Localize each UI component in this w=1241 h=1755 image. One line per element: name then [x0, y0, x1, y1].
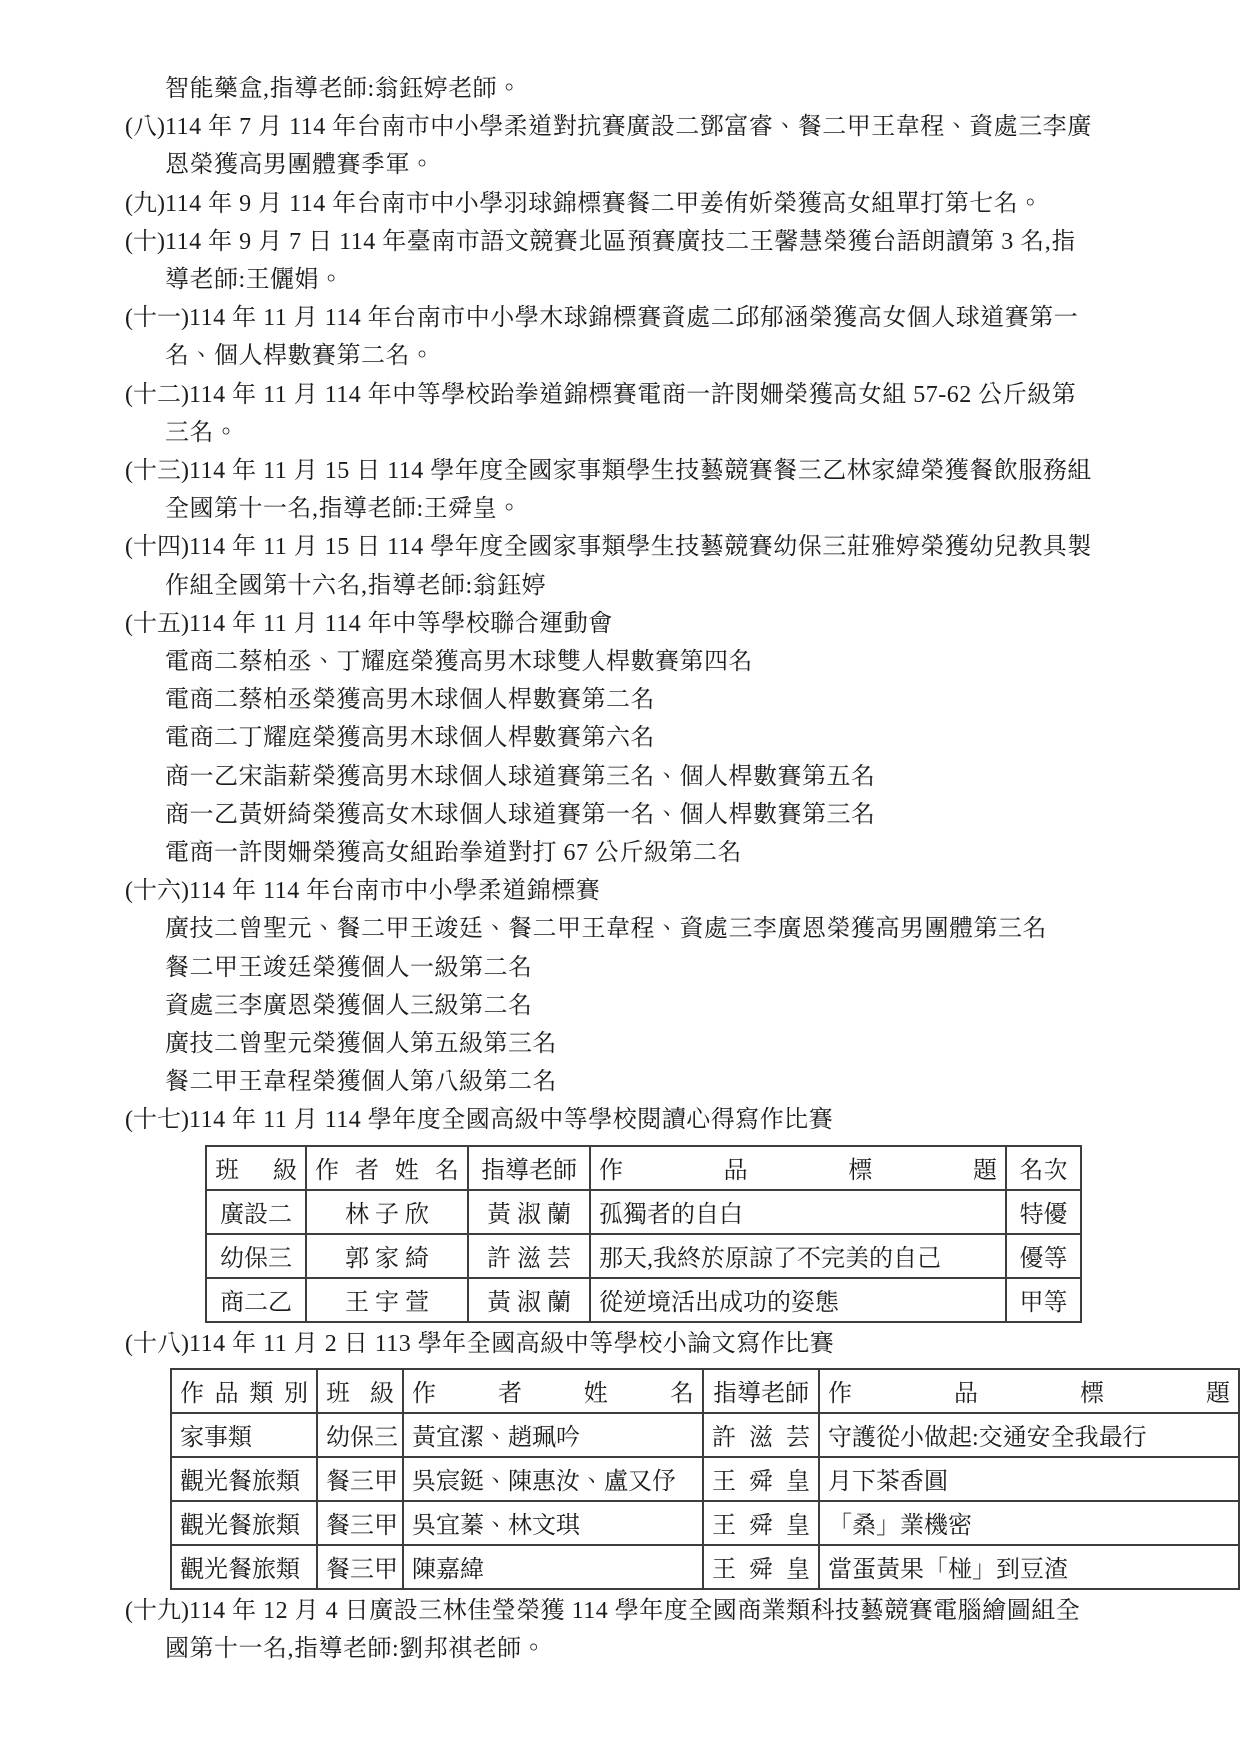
entry-text: 三名。	[165, 419, 239, 446]
entry-line-continuation	[125, 337, 1141, 375]
table-cell: 黃宜潔、趙珮吟	[403, 1413, 703, 1457]
entry-text: 114 年 11 月 15 日 114 學年度全國家事類學生技藝競賽幼保三莊雅婷榮獲幼兒教具製	[188, 534, 1092, 561]
table-cell: 「桑」業機密	[819, 1501, 1239, 1545]
entry-line-continuation	[125, 643, 1141, 681]
entry-text: 廣技二曾聖元、餐二甲王竣廷、餐二甲王韋程、資處三李廣恩榮獲高男團體第三名	[165, 916, 1047, 943]
table-header-cell: 班 級	[317, 1369, 403, 1413]
table-cell: 王 舜 皇	[703, 1457, 819, 1501]
table-cell: 那天,我終於原諒了不完美的自己	[590, 1234, 1006, 1278]
entry-line-continuation	[125, 910, 1141, 948]
table-cell: 特優	[1006, 1190, 1081, 1234]
entry-text: 電商一許閔姍榮獲高女組跆拳道對打 67 公斤級第二名	[165, 840, 742, 867]
entry-text: 電商二丁耀庭榮獲高男木球個人桿數賽第六名	[165, 725, 655, 752]
entry-text: 114 年 12 月 4 日廣設三林佳瑩榮獲 114 學年度全國商業類科技藝競賽電腦繪圖組全	[188, 1597, 1081, 1624]
item-number: (十九)	[125, 1597, 189, 1624]
table-cell: 王 宇 萱	[306, 1278, 468, 1322]
table-header-cell: 作 者 姓 名	[306, 1146, 468, 1190]
entry-text: 商一乙黃妍綺榮獲高女木球個人球道賽第一名、個人桿數賽第三名	[165, 801, 876, 828]
entry-line	[125, 605, 1141, 643]
entry-text: 作組全國第十六名,指導老師:翁鈺婷	[165, 572, 547, 599]
entry-text: 全國第十一名,指導老師:王舜皇。	[165, 496, 522, 523]
item-number: (十七)	[125, 1107, 189, 1134]
entry-text: 114 年 11 月 114 年中等學校跆拳道錦標賽電商一許閔姍榮獲高女組 57-62 公斤級第	[188, 381, 1077, 408]
table-cell: 從逆境活出成功的姿態	[590, 1278, 1006, 1322]
table-cell: 廣設二	[206, 1190, 306, 1234]
entry-text: 恩榮獲高男團體賽季軍。	[165, 152, 435, 179]
item-number: (九)	[125, 190, 165, 217]
table-cell: 觀光餐旅類	[171, 1457, 317, 1501]
entry-line	[125, 299, 1141, 337]
table-row	[206, 1234, 1081, 1278]
table-cell: 當蛋黃果「椪」到豆渣	[819, 1545, 1239, 1589]
entry-line-continuation	[125, 490, 1141, 528]
table-header-cell: 名次	[1006, 1146, 1081, 1190]
table-row	[206, 1190, 1081, 1234]
table-cell: 家事類	[171, 1413, 317, 1457]
entry-text: 114 年 11 月 15 日 114 學年度全國家事類學生技藝競賽餐三乙林家緯榮獲餐飲服務組	[188, 458, 1092, 485]
item-number: (八)	[125, 114, 165, 141]
item-number: (十八)	[125, 1330, 189, 1357]
entry-line-continuation	[125, 949, 1141, 987]
item-number: (十二)	[125, 381, 189, 408]
entry-line-continuation	[125, 719, 1141, 757]
table-cell: 陳嘉緯	[403, 1545, 703, 1589]
table-header-row	[206, 1146, 1081, 1190]
table-header-row	[171, 1369, 1239, 1413]
table-cell: 郭 家 綺	[306, 1234, 468, 1278]
document-content	[125, 70, 1230, 1668]
table-cell: 林 子 欣	[306, 1190, 468, 1234]
entry-line	[125, 108, 1141, 146]
table-cell: 幼保三	[317, 1413, 403, 1457]
entry-text: 名、個人桿數賽第二名。	[165, 343, 435, 370]
entry-text: 114 年 11 月 2 日 113 學年全國高級中等學校小論文寫作比賽	[188, 1330, 835, 1357]
entry-text: 商一乙宋詣薪榮獲高男木球個人球道賽第三名、個人桿數賽第五名	[165, 763, 876, 790]
entry-text: 114 年 7 月 114 年台南市中小學柔道對抗賽廣設二鄧富睿、餐二甲王韋程、資處三李廣	[164, 114, 1092, 141]
table-row	[171, 1413, 1239, 1457]
entry-text: 電商二蔡柏丞、丁耀庭榮獲高男木球雙人桿數賽第四名	[165, 649, 753, 676]
entry-line	[125, 185, 1141, 223]
table-cell: 餐三甲	[317, 1545, 403, 1589]
table-header-cell: 作 品 類 別	[171, 1369, 317, 1413]
entry-text: 智能藥盒,指導老師:翁鈺婷老師。	[165, 76, 522, 102]
table-cell: 幼保三	[206, 1234, 306, 1278]
entry-text: 114 年 11 月 114 年中等學校聯合運動會	[188, 610, 613, 637]
table-cell: 優等	[1006, 1234, 1081, 1278]
table-cell: 孤獨者的自白	[590, 1190, 1006, 1234]
entry-text: 114 年 9 月 7 日 114 年臺南市語文競賽北區預賽廣技二王馨慧榮獲台語朗讀第 3 名,指	[164, 228, 1076, 255]
entry-text: 導老師:王儷娟。	[165, 267, 344, 294]
table-cell: 觀光餐旅類	[171, 1501, 317, 1545]
entry-line-continuation	[125, 146, 1141, 184]
table-header-cell: 指導老師	[703, 1369, 819, 1413]
entry-line	[125, 376, 1141, 414]
table-cell: 許 滋 芸	[703, 1413, 819, 1457]
table-cell: 吳宸鋌、陳惠汝、盧又伃	[403, 1457, 703, 1501]
entry-text: 114 年 11 月 114 年台南市中小學木球錦標賽資處二邱郁涵榮獲高女個人球道賽第一	[188, 305, 1079, 332]
item-number: (十三)	[125, 458, 189, 485]
item-number: (十)	[125, 228, 165, 255]
table-cell: 王 舜 皇	[703, 1501, 819, 1545]
table-cell: 觀光餐旅類	[171, 1545, 317, 1589]
entry-line	[125, 452, 1141, 490]
table-row	[171, 1501, 1239, 1545]
table-cell: 許 滋 芸	[468, 1234, 590, 1278]
entry-text: 國第十一名,指導老師:劉邦祺老師。	[165, 1636, 547, 1663]
table-header-cell: 作 品 標 題	[819, 1369, 1239, 1413]
entry-line	[125, 1325, 1141, 1363]
item-number: (十一)	[125, 305, 189, 332]
table-header-cell: 班 級	[206, 1146, 306, 1190]
item-number: (十五)	[125, 610, 189, 637]
entry-text: 廣技二曾聖元榮獲個人第五級第三名	[165, 1031, 557, 1058]
entry-text: 資處三李廣恩榮獲個人三級第二名	[165, 992, 533, 1019]
table-row	[171, 1545, 1239, 1589]
table-header-cell: 作 者 姓 名	[403, 1369, 703, 1413]
item-number: (十四)	[125, 534, 189, 561]
entry-line	[125, 528, 1141, 566]
table-header-cell: 指導老師	[468, 1146, 590, 1190]
entry-text: 電商二蔡柏丞榮獲高男木球個人桿數賽第二名	[165, 687, 655, 714]
table-row	[206, 1278, 1081, 1322]
table-cell: 餐三甲	[317, 1501, 403, 1545]
reading-award-table	[205, 1145, 1082, 1323]
entry-line-continuation	[125, 414, 1141, 452]
entry-line-continuation	[125, 834, 1141, 872]
table-row	[171, 1457, 1239, 1501]
entry-text: 114 年 114 年台南市中小學柔道錦標賽	[188, 878, 601, 905]
entry-line-continuation	[125, 758, 1141, 796]
entry-line	[125, 872, 1141, 910]
table-cell: 黃 淑 蘭	[468, 1278, 590, 1322]
table-cell: 守護從小做起:交通安全我最行	[819, 1413, 1239, 1457]
table-cell: 甲等	[1006, 1278, 1081, 1322]
item-number: (十六)	[125, 878, 189, 905]
entry-text: 114 年 9 月 114 年台南市中小學羽球錦標賽餐二甲姜侑妡榮獲高女組單打第七名。	[164, 190, 1043, 217]
entry-line-continuation	[125, 796, 1141, 834]
entry-line-continuation	[125, 261, 1141, 299]
entry-line	[125, 1101, 1141, 1139]
entry-text: 餐二甲王韋程榮獲個人第八級第二名	[165, 1069, 557, 1096]
entry-line-continuation	[125, 987, 1141, 1025]
table-cell: 月下茶香圓	[819, 1457, 1239, 1501]
table-cell: 餐三甲	[317, 1457, 403, 1501]
entry-line-continuation	[125, 1630, 1141, 1668]
entry-line-continuation	[125, 1063, 1141, 1101]
entry-line-continuation	[125, 567, 1141, 605]
essay-award-table	[170, 1368, 1240, 1590]
table-cell: 吳宜蓁、林文琪	[403, 1501, 703, 1545]
entry-line-continuation	[125, 681, 1141, 719]
table-header-cell: 作 品 標 題	[590, 1146, 1006, 1190]
entry-text: 餐二甲王竣廷榮獲個人一級第二名	[165, 954, 533, 981]
entry-text: 114 年 11 月 114 學年度全國高級中等學校閱讀心得寫作比賽	[188, 1107, 834, 1134]
entry-line-continuation	[125, 70, 1141, 108]
entry-line	[125, 1592, 1141, 1630]
entry-line-continuation	[125, 1025, 1141, 1063]
table-cell: 黃 淑 蘭	[468, 1190, 590, 1234]
table-cell: 王 舜 皇	[703, 1545, 819, 1589]
table-cell: 商二乙	[206, 1278, 306, 1322]
entry-line	[125, 223, 1141, 261]
